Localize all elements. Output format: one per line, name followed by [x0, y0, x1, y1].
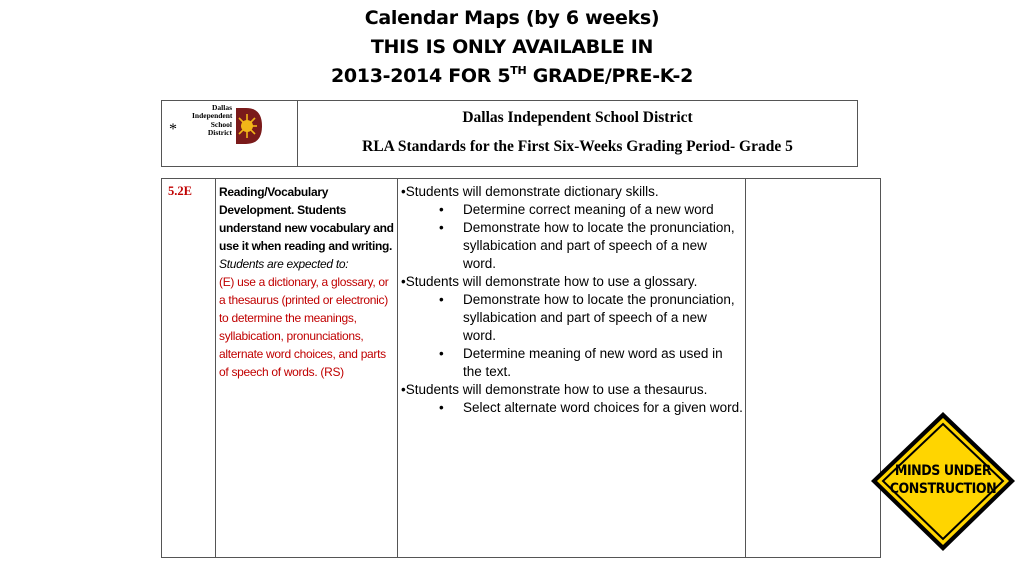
- list-item: • Demonstrate how to locate the pronunciation, syllabication and part of speech of a new word.: [439, 220, 735, 271]
- title-line-1: Calendar Maps (by 6 weeks): [364, 7, 660, 29]
- logo-text: Dallas Independent School District: [192, 103, 233, 137]
- standard-code: 5.2E: [162, 179, 216, 558]
- logo-d-icon: [234, 106, 264, 146]
- district-name: Dallas Independent School District: [462, 109, 693, 126]
- district-header: [161, 100, 858, 167]
- description-bold: Reading/Vocabulary Development. Students understand new vocabulary and use it when reading and writing.: [219, 185, 394, 253]
- table-row: [162, 179, 881, 558]
- skill-main: •Students will demonstrate how to use a thesaurus.: [401, 382, 708, 397]
- list-item: • Determine meaning of new word as used in the text.: [439, 346, 723, 379]
- skill-sub-list: [401, 291, 743, 381]
- header-logo-cell: [162, 101, 298, 166]
- minds-under-construction-sign: [868, 409, 1018, 554]
- title-line-2: THIS IS ONLY AVAILABLE IN: [370, 36, 654, 58]
- skill-sub-list: [401, 201, 743, 273]
- sign-text: MINDS UNDER CONSTRUCTION: [889, 463, 997, 497]
- skill-sub-list: [401, 399, 743, 417]
- title-line-3: 2013-2014 FOR 5TH GRADE/PRE-K-2: [330, 64, 694, 87]
- asterisk: *: [169, 121, 177, 138]
- district-logo: [192, 104, 264, 152]
- standards-title: RLA Standards for the First Six-Weeks Grading Period- Grade 5: [362, 138, 793, 155]
- description-italic: Students are expected to:: [219, 257, 349, 271]
- description-red: (E) use a dictionary, a glossary, or a thesaurus (printed or electronic) to determine the meanings, syllabication, pronunciations, alternate word choices, and parts of speech of words. (RS): [219, 275, 389, 379]
- header-text-cell: [298, 101, 857, 166]
- notes-cell: [746, 179, 881, 558]
- skills-cell: [398, 179, 746, 558]
- standards-table: [161, 178, 881, 558]
- list-item: • Determine correct meaning of a new word: [439, 202, 714, 217]
- skill-main: •Students will demonstrate how to use a glossary.: [401, 274, 698, 289]
- list-item: • Select alternate word choices for a given word.: [439, 400, 743, 415]
- standard-description: [216, 179, 398, 558]
- page-title: [0, 4, 1024, 91]
- list-item: • Demonstrate how to locate the pronunciation, syllabication and part of speech of a new word.: [439, 292, 735, 343]
- skill-main: •Students will demonstrate dictionary skills.: [401, 184, 659, 199]
